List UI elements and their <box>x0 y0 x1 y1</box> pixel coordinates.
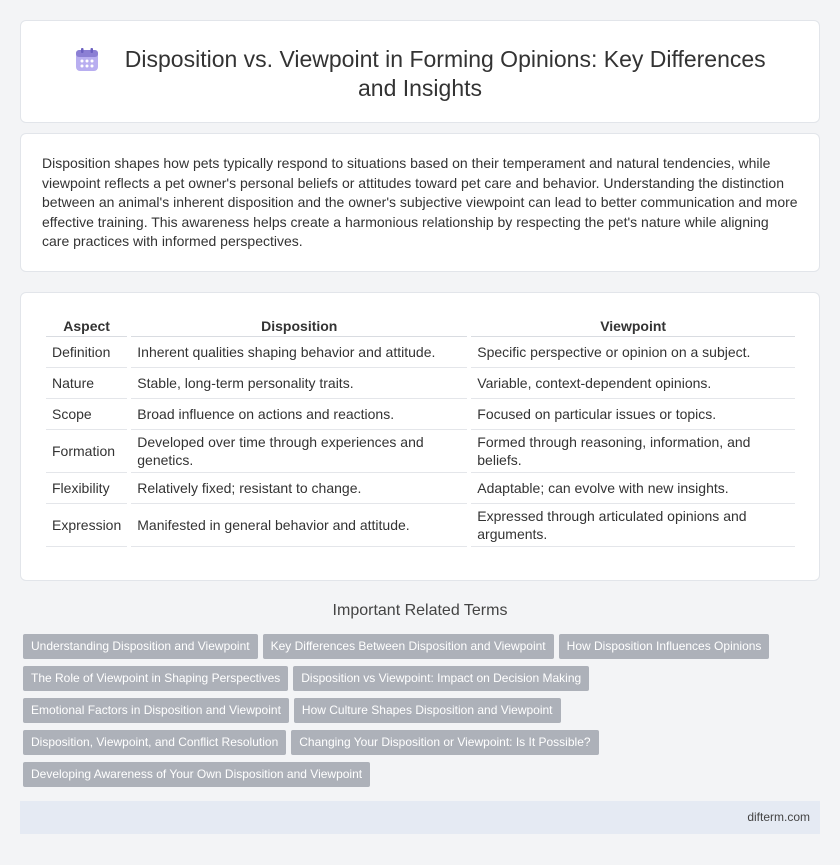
table-cell-disposition: Relatively fixed; resistant to change. <box>131 473 467 504</box>
related-terms-title: Important Related Terms <box>332 602 508 619</box>
intro-card <box>20 133 820 272</box>
table-cell-viewpoint: Formed through reasoning, information, and beliefs. <box>471 430 795 473</box>
comparison-card <box>20 292 820 581</box>
table-row <box>46 399 795 430</box>
page-title: Disposition vs. Viewpoint in Forming Opinions: Key Differences and Insights <box>124 46 766 101</box>
related-term-tag[interactable]: How Culture Shapes Disposition and Viewpoint <box>294 698 561 723</box>
table-row <box>46 368 795 399</box>
intro-paragraph: Disposition shapes how pets typically respond to situations based on their temperament and natural tendencies, while viewpoint reflects a pet owner's personal beliefs or attitudes toward pet care and behavior. Understanding the distinction between an animal's inherent disposition and the owner's subjective viewpoint can lead to better communication and more effective training. This awareness helps create a harmonious relationship by respecting the pet's nature while aligning care practices with informed perspectives. <box>42 155 798 249</box>
related-terms-tags <box>23 634 823 794</box>
calendar-grid-icon <box>74 47 100 73</box>
related-term-tag[interactable]: The Role of Viewpoint in Shaping Perspectives <box>23 666 288 691</box>
table-cell-disposition: Stable, long-term personality traits. <box>131 368 467 399</box>
related-term-tag[interactable]: Disposition, Viewpoint, and Conflict Resolution <box>23 730 286 755</box>
table-cell-viewpoint: Expressed through articulated opinions and arguments. <box>471 504 795 547</box>
related-term-tag[interactable]: Disposition vs Viewpoint: Impact on Decision Making <box>293 666 589 691</box>
related-term-tag[interactable]: How Disposition Influences Opinions <box>559 634 770 659</box>
table-cell-viewpoint: Focused on particular issues or topics. <box>471 399 795 430</box>
table-cell-viewpoint: Adaptable; can evolve with new insights. <box>471 473 795 504</box>
related-term-tag[interactable]: Key Differences Between Disposition and Viewpoint <box>263 634 554 659</box>
related-term-tag[interactable]: Changing Your Disposition or Viewpoint: Is It Possible? <box>291 730 598 755</box>
table-header-row <box>46 315 795 337</box>
column-header-aspect: Aspect <box>46 315 127 337</box>
table-cell-disposition: Developed over time through experiences and genetics. <box>131 430 467 473</box>
column-header-disposition: Disposition <box>131 315 467 337</box>
table-cell-aspect: Expression <box>46 504 127 547</box>
table-cell-viewpoint: Variable, context-dependent opinions. <box>471 368 795 399</box>
header <box>61 45 779 103</box>
footer-site-link[interactable]: difterm.com <box>747 810 810 824</box>
related-term-tag[interactable]: Understanding Disposition and Viewpoint <box>23 634 258 659</box>
tag-row <box>23 698 823 730</box>
related-term-tag[interactable]: Emotional Factors in Disposition and Viewpoint <box>23 698 289 723</box>
table-row <box>46 337 795 368</box>
table-cell-disposition: Broad influence on actions and reactions. <box>131 399 467 430</box>
table-row <box>46 430 795 473</box>
table-cell-disposition: Inherent qualities shaping behavior and attitude. <box>131 337 467 368</box>
table-cell-viewpoint: Specific perspective or opinion on a subject. <box>471 337 795 368</box>
table-cell-disposition: Manifested in general behavior and attitude. <box>131 504 467 547</box>
column-header-viewpoint: Viewpoint <box>471 315 795 337</box>
table-row <box>46 473 795 504</box>
tag-row <box>23 730 823 762</box>
footer <box>20 801 820 834</box>
table-cell-aspect: Flexibility <box>46 473 127 504</box>
table-cell-aspect: Formation <box>46 430 127 473</box>
table-row <box>46 504 795 547</box>
tag-row <box>23 762 823 794</box>
table-cell-aspect: Scope <box>46 399 127 430</box>
tag-row <box>23 666 823 698</box>
table-cell-aspect: Definition <box>46 337 127 368</box>
header-card <box>20 20 820 123</box>
comparison-table <box>42 315 799 547</box>
related-term-tag[interactable]: Developing Awareness of Your Own Disposition and Viewpoint <box>23 762 370 787</box>
table-cell-aspect: Nature <box>46 368 127 399</box>
tag-row <box>23 634 823 666</box>
